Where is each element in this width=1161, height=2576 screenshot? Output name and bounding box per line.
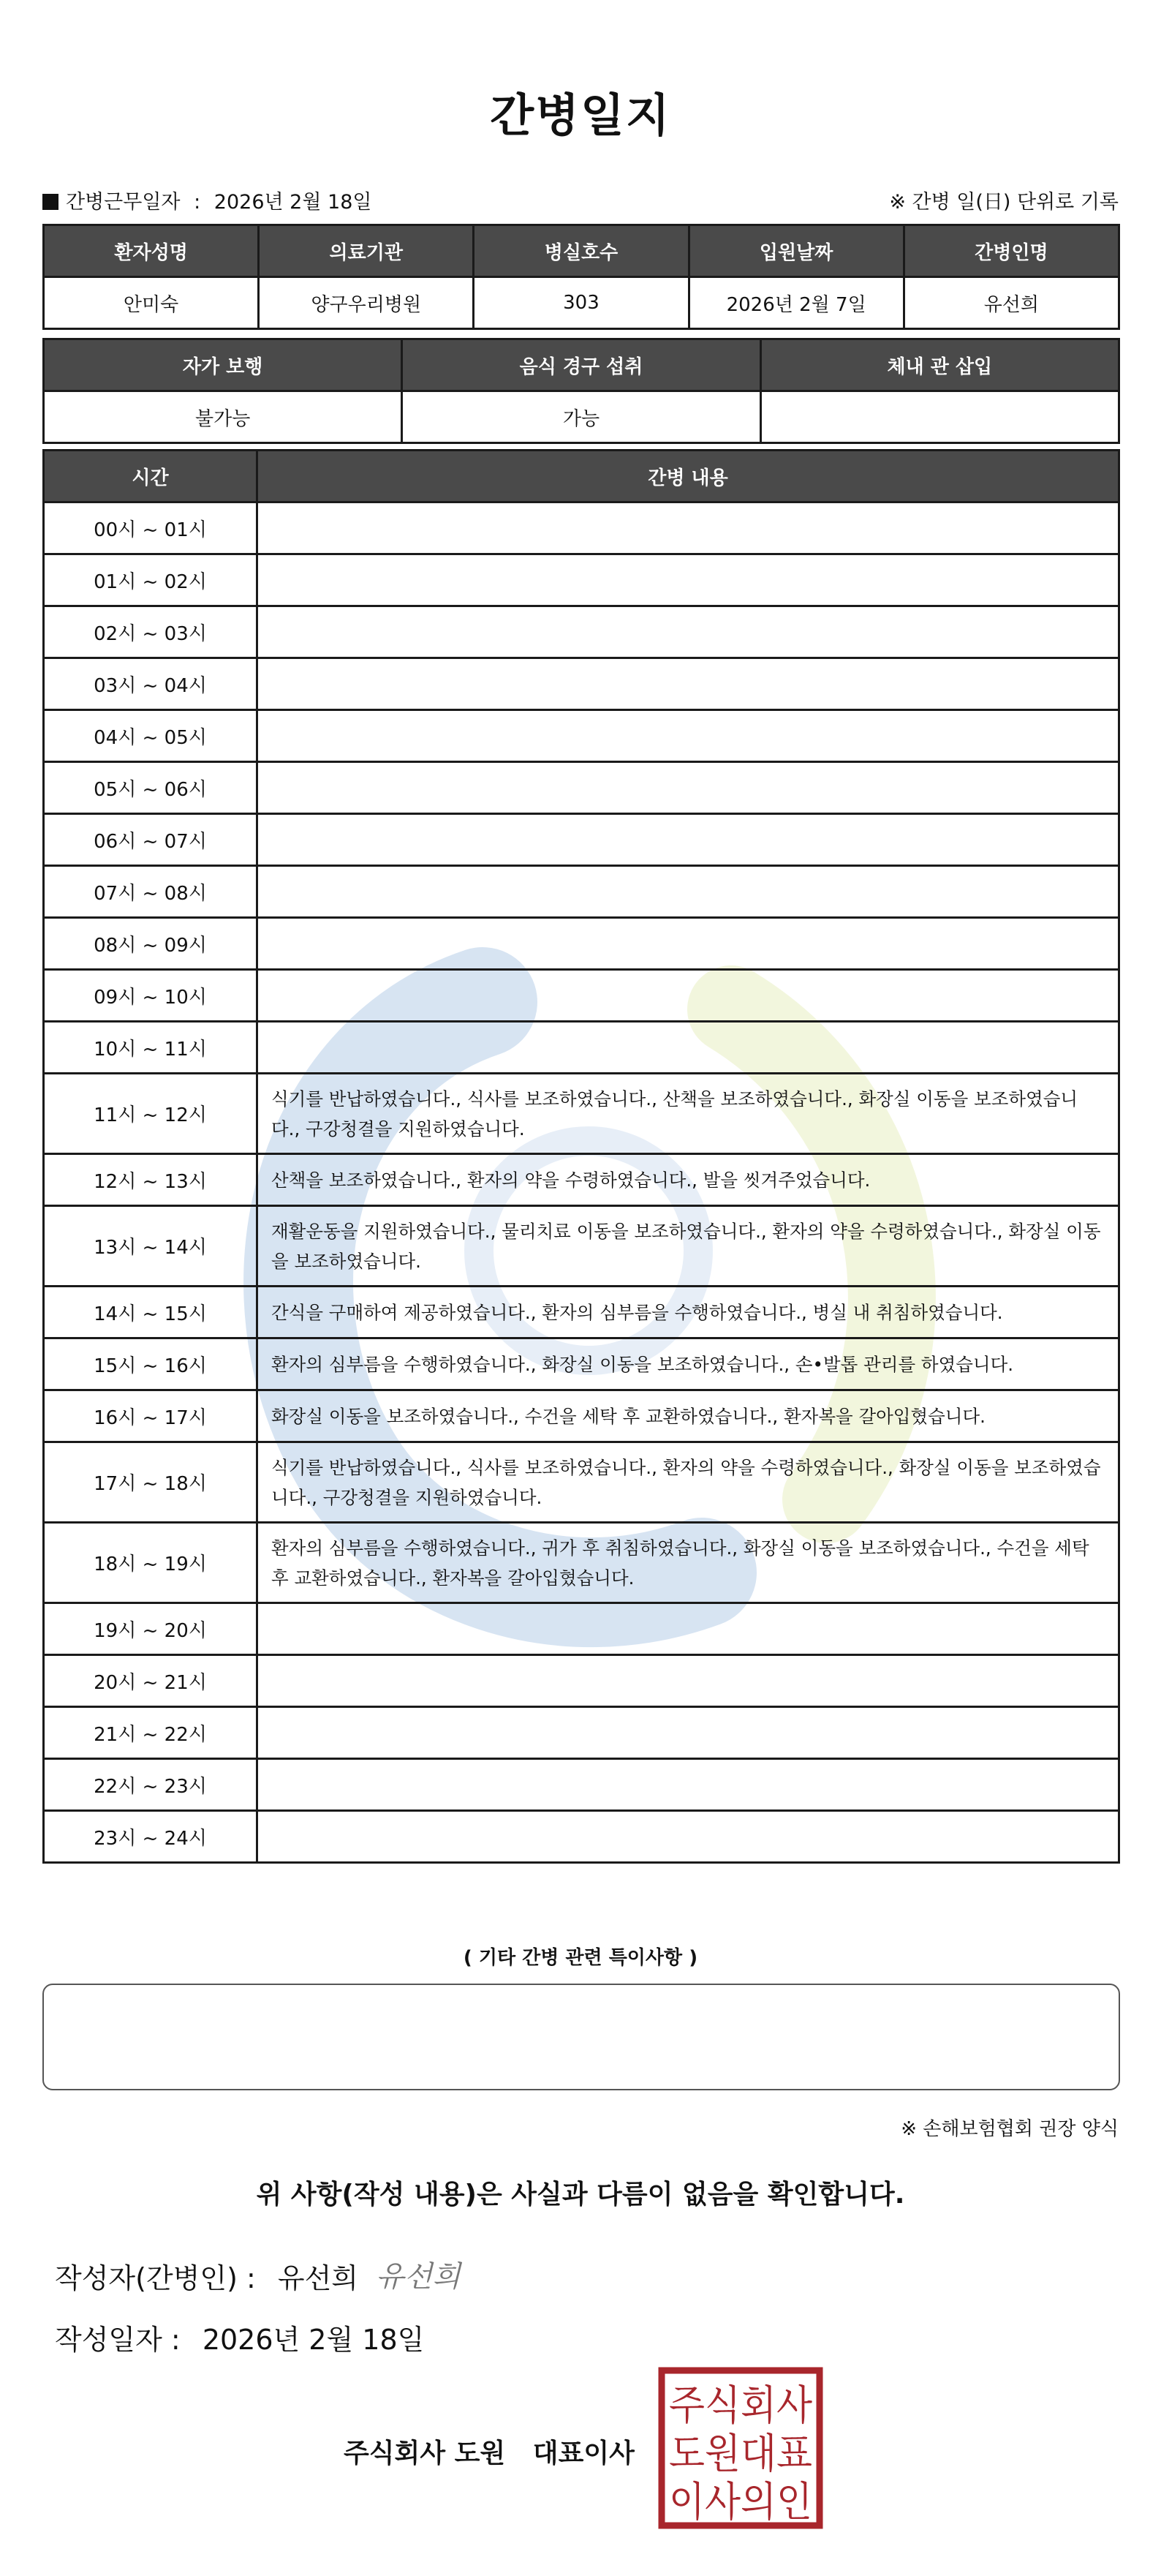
schedule-row [44,970,1119,1022]
schedule-row [44,1206,1119,1287]
schedule-row [44,866,1119,918]
schedule-content [257,1811,1119,1863]
date-line [55,2317,424,2357]
header-patient-name: 환자성명 [44,225,259,277]
schedule-content [257,606,1119,658]
company-seal [658,2367,823,2529]
header-admission-date: 입원날짜 [689,225,904,277]
patient-name: 안미숙 [44,277,259,329]
date-value: 2026년 2월 18일 [202,2324,425,2356]
writer-label: 작성자(간병인) : [55,2262,256,2294]
schedule-content [257,1655,1119,1707]
header-room-number: 병실호수 [474,225,689,277]
schedule-time: 18시 ~ 19시 [44,1523,257,1603]
schedule-time: 06시 ~ 07시 [44,814,257,866]
oral-intake-value: 가능 [402,391,760,443]
care-schedule-table [42,449,1120,1864]
header-caregiver-name: 간병인명 [904,225,1119,277]
schedule-row [44,1603,1119,1655]
seal-line-2: 도원대표 [669,2430,812,2478]
schedule-content [257,970,1119,1022]
schedule-content: 간식을 구매하여 제공하였습니다., 환자의 심부름을 수행하였습니다., 병실 내 취침하였습니다. [257,1287,1119,1338]
schedule-time: 11시 ~ 12시 [44,1074,257,1154]
schedule-row [44,918,1119,970]
schedule-content [257,1022,1119,1074]
schedule-time: 13시 ~ 14시 [44,1206,257,1287]
schedule-time: 17시 ~ 18시 [44,1442,257,1523]
header-self-walking: 자가 보행 [44,339,402,391]
record-note: ※ 간병 일(日) 단위로 기록 [889,191,1119,214]
schedule-row [44,606,1119,658]
work-date-label: 간병근무일자 [66,191,181,214]
schedule-row [44,1074,1119,1154]
schedule-time: 23시 ~ 24시 [44,1811,257,1863]
schedule-content: 식기를 반납하였습니다., 식사를 보조하였습니다., 산책을 보조하였습니다., 화장실 이동을 보조하였습니다., 구강청결을 지원하였습니다. [257,1074,1119,1154]
header-hospital: 의료기관 [259,225,474,277]
schedule-time: 20시 ~ 21시 [44,1655,257,1707]
schedule-time: 02시 ~ 03시 [44,606,257,658]
admission-date: 2026년 2월 7일 [689,277,904,329]
schedule-content: 화장실 이동을 보조하였습니다., 수건을 세탁 후 교환하였습니다., 환자복을 갈아입혔습니다. [257,1390,1119,1442]
schedule-row [44,502,1119,554]
schedule-time: 15시 ~ 16시 [44,1338,257,1390]
schedule-content [257,554,1119,606]
work-date-value: 2026년 2월 18일 [213,191,372,214]
schedule-content [257,762,1119,814]
header-tube-insertion: 체내 관 삽입 [760,339,1119,391]
schedule-time: 19시 ~ 20시 [44,1603,257,1655]
document-title: 간병일지 [490,88,671,142]
schedule-row [44,1287,1119,1338]
patient-info-table [42,224,1120,330]
hospital: 양구우리병원 [259,277,474,329]
self-walking-value: 불가능 [44,391,402,443]
schedule-time: 08시 ~ 09시 [44,918,257,970]
schedule-time: 01시 ~ 02시 [44,554,257,606]
schedule-content: 식기를 반납하였습니다., 식사를 보조하였습니다., 환자의 약을 수령하였습니다., 화장실 이동을 보조하였습니다., 구강청결을 지원하였습니다. [257,1442,1119,1523]
header-care-content: 간병 내용 [257,451,1119,502]
schedule-row [44,1022,1119,1074]
schedule-row [44,1655,1119,1707]
header-time: 시간 [44,451,257,502]
schedule-time: 21시 ~ 22시 [44,1707,257,1759]
schedule-row [44,1338,1119,1390]
schedule-time: 09시 ~ 10시 [44,970,257,1022]
schedule-time: 07시 ~ 08시 [44,866,257,918]
room-number: 303 [474,277,689,329]
schedule-row [44,1154,1119,1206]
schedule-content [257,814,1119,866]
schedule-row [44,1811,1119,1863]
schedule-row [44,554,1119,606]
square-bullet-icon [42,194,58,210]
schedule-content [257,502,1119,554]
schedule-time: 03시 ~ 04시 [44,658,257,710]
work-date [42,186,371,214]
memo-box [42,1984,1120,2090]
schedule-content: 환자의 심부름을 수행하였습니다., 귀가 후 취침하였습니다., 화장실 이동을 보조하였습니다., 수건을 세탁 후 교환하였습니다., 환자복을 갈아입혔습니다. [257,1523,1119,1603]
schedule-row [44,710,1119,762]
date-label: 작성일자 : [55,2324,181,2356]
schedule-row [44,1442,1119,1523]
schedule-time: 10시 ~ 11시 [44,1022,257,1074]
schedule-content [257,1759,1119,1811]
schedule-content: 환자의 심부름을 수행하였습니다., 화장실 이동을 보조하였습니다., 손•발톱 관리를 하였습니다. [257,1338,1119,1390]
tube-insertion-value [760,391,1119,443]
confirmation-text: 위 사항(작성 내용)은 사실과 다름이 없음을 확인합니다. [256,2180,905,2210]
company-representative: 주식회사 도원 대표이사 [344,2438,635,2468]
memo-title: ( 기타 간병 관련 특이사항 ) [463,1947,698,1969]
schedule-content: 산책을 보조하였습니다., 환자의 약을 수령하였습니다., 발을 씻겨주었습니다. [257,1154,1119,1206]
schedule-time: 00시 ~ 01시 [44,502,257,554]
schedule-row [44,814,1119,866]
writer-name: 유선희 [277,2262,358,2294]
schedule-time: 12시 ~ 13시 [44,1154,257,1206]
schedule-time: 22시 ~ 23시 [44,1759,257,1811]
handwritten-signature [371,2251,503,2298]
schedule-content [257,658,1119,710]
schedule-row [44,1523,1119,1603]
work-date-separator: : [194,191,201,214]
schedule-time: 16시 ~ 17시 [44,1390,257,1442]
schedule-time: 04시 ~ 05시 [44,710,257,762]
seal-line-3: 이사의인 [669,2479,812,2526]
schedule-content [257,1707,1119,1759]
schedule-row [44,1759,1119,1811]
schedule-row [44,762,1119,814]
caregiver-name: 유선희 [904,277,1119,329]
seal-line-1: 주식회사 [669,2382,812,2430]
schedule-time: 14시 ~ 15시 [44,1287,257,1338]
writer-line [55,2256,358,2296]
form-note: ※ 손해보험협회 권장 양식 [901,2118,1119,2140]
schedule-content: 재활운동을 지원하였습니다., 물리치료 이동을 보조하였습니다., 환자의 약을 수령하였습니다., 화장실 이동을 보조하였습니다. [257,1206,1119,1287]
schedule-row [44,658,1119,710]
schedule-content [257,710,1119,762]
schedule-content [257,918,1119,970]
schedule-content [257,866,1119,918]
signature-text: 유선희 [376,2260,461,2294]
schedule-row [44,1707,1119,1759]
schedule-time: 05시 ~ 06시 [44,762,257,814]
patient-status-table [42,338,1120,444]
schedule-row [44,1390,1119,1442]
schedule-content [257,1603,1119,1655]
header-oral-intake: 음식 경구 섭취 [402,339,760,391]
